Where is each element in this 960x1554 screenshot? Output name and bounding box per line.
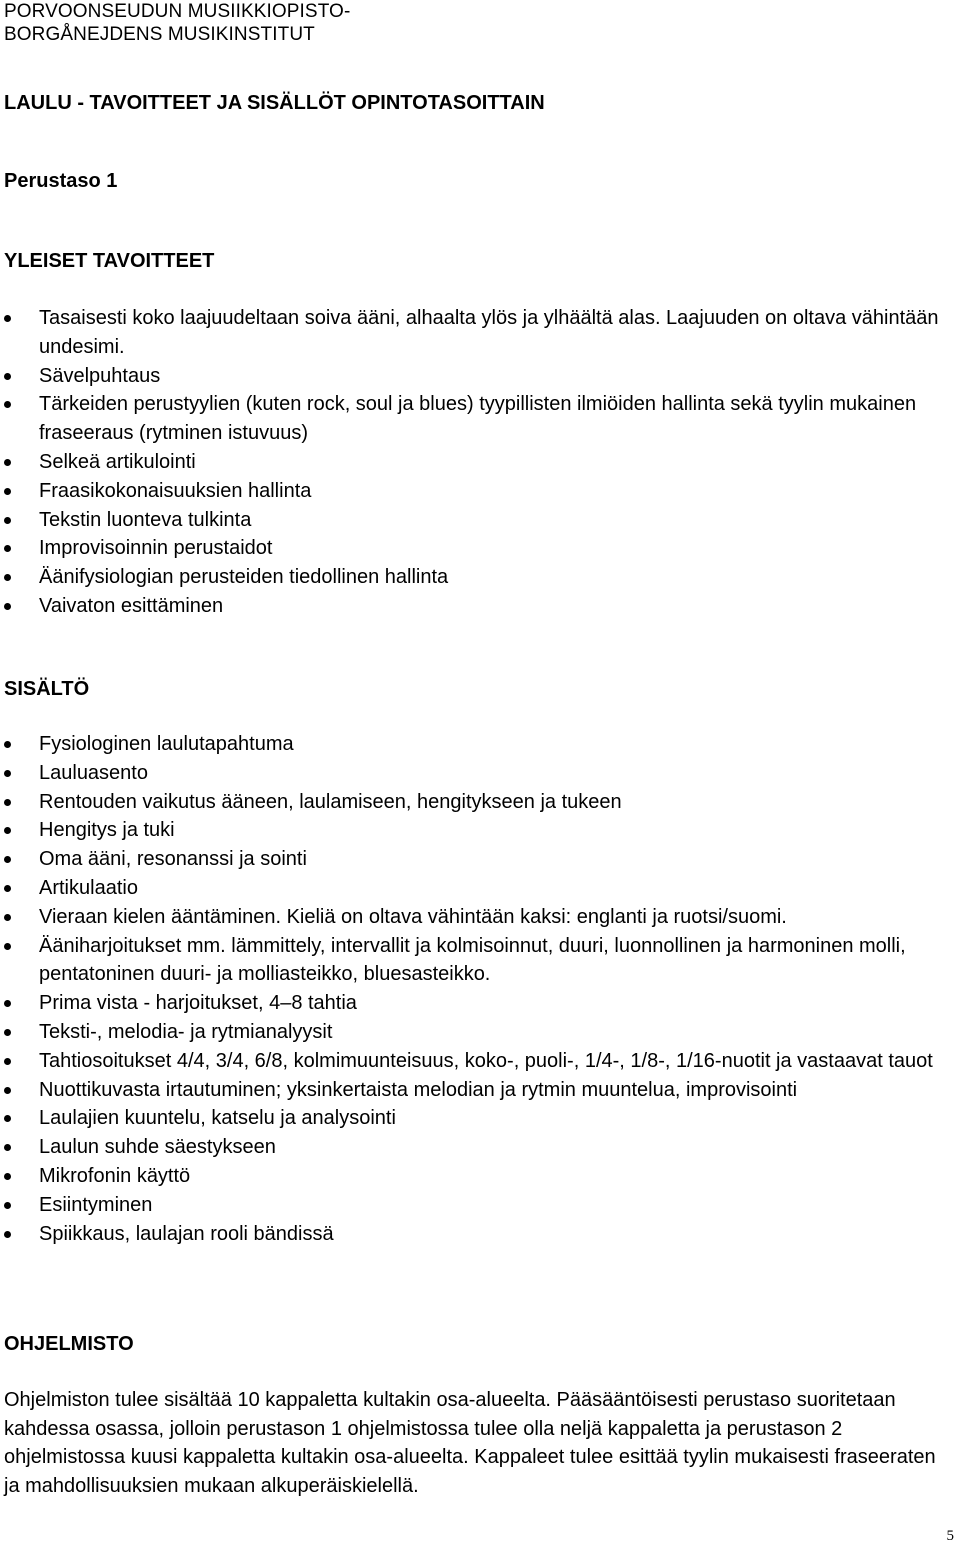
- header-line-2: BORGÅNEJDENS MUSIKINSTITUT: [4, 24, 315, 45]
- list-item: [0, 845, 956, 874]
- bullet-icon: [4, 1231, 11, 1238]
- bullet-icon: [4, 545, 11, 552]
- document-header: [4, 0, 350, 46]
- list-item-text: Ääniharjoitukset mm. lämmittely, intervallit ja kolmisoinnut, duuri, luonnollinen ja harmoninen molli, pentatoninen duuri- ja molliasteikko, bluesasteikko.: [39, 934, 906, 986]
- bullet-icon: [4, 914, 11, 921]
- list-item-text: Fraasikokonaisuuksien hallinta: [39, 479, 312, 502]
- list-item: [0, 1076, 956, 1105]
- list-item-text: Vaivaton esittäminen: [39, 594, 224, 617]
- list-item-text: Mikrofonin käyttö: [39, 1164, 191, 1187]
- bullet-icon: [4, 401, 11, 408]
- list-item-text: Fysiologinen laulutapahtuma: [39, 733, 294, 755]
- list-item: [0, 932, 956, 990]
- list-item: [0, 1047, 956, 1076]
- list-item-text: Artikulaatio: [39, 876, 138, 899]
- bullet-icon: [4, 1058, 11, 1065]
- list-item: [0, 448, 956, 477]
- bullet-icon: [4, 574, 11, 581]
- list-item-text: Teksti-, melodia- ja rytmianalyysit: [39, 1020, 333, 1043]
- bullet-icon: [4, 1202, 11, 1209]
- repertoire-paragraph: Ohjelmiston tulee sisältää 10 kappaletta kultakin osa-alueelta. Pääsääntöisesti perustaso suoritetaan kahdessa osassa, jolloin perustason 1 ohjelmistossa tulee olla neljä kappaletta ja perustason 2 ohjelmistossa kuusi kappaletta kultakin osa-alueelta. Kappaleet tulee esittää tyylin mukaisesti fraseeraten ja mahdollisuuksien mukaan alkuperäiskielellä.: [4, 1389, 936, 1497]
- list-item-text: Improvisoinnin perustaidot: [39, 537, 273, 560]
- list-item: [0, 1104, 956, 1133]
- list-item-text: Hengitys ja tuki: [39, 819, 175, 842]
- list-item: [0, 390, 956, 448]
- repertoire-heading: OHJELMISTO: [4, 1333, 134, 1355]
- list-item-text: Tasaisesti koko laajuudeltaan soiva ääni, alhaalta ylös ja ylhäältä alas. Laajuuden on oltava vähintään undesimi.: [39, 307, 939, 358]
- list-item: [0, 563, 956, 592]
- list-item-text: Äänifysiologian perusteiden tiedollinen hallinta: [39, 566, 449, 589]
- bullet-icon: [4, 459, 11, 466]
- list-item-text: Sävelpuhtaus: [39, 364, 161, 387]
- bullet-icon: [4, 488, 11, 495]
- header-line-1: PORVOONSEUDUN MUSIIKKIOPISTO-: [4, 1, 351, 22]
- list-item-text: Nuottikuvasta irtautuminen; yksinkertaista melodian ja rytmin muuntelua, improvisointi: [39, 1078, 798, 1101]
- list-item-text: Oma ääni, resonanssi ja sointi: [39, 848, 307, 871]
- bullet-icon: [4, 1115, 11, 1122]
- bullet-icon: [4, 373, 11, 380]
- list-item: [0, 989, 956, 1018]
- bullet-icon: [4, 1029, 11, 1036]
- list-item: [0, 788, 956, 817]
- list-item: [0, 816, 956, 845]
- bullet-icon: [4, 517, 11, 524]
- bullet-icon: [4, 799, 11, 806]
- list-item: [0, 1191, 956, 1220]
- level-heading: Perustaso 1: [4, 170, 118, 192]
- bullet-icon: [4, 315, 11, 322]
- list-item: [0, 1018, 956, 1047]
- list-item: [0, 477, 956, 506]
- bullet-icon: [4, 741, 11, 748]
- list-item: [0, 874, 956, 903]
- list-item: [0, 592, 956, 621]
- list-item: [0, 506, 956, 535]
- goals-heading: YLEISET TAVOITTEET: [4, 250, 215, 272]
- list-item-text: Tärkeiden perustyylien (kuten rock, soul ja blues) tyypillisten ilmiöiden hallinta sekä tyylin mukainen fraseeraus (rytminen istuvuus): [39, 393, 917, 445]
- list-item-text: Prima vista - harjoitukset, 4–8 tahtia: [39, 992, 357, 1015]
- list-item-text: Lauluasento: [39, 761, 148, 784]
- bullet-icon: [4, 1000, 11, 1007]
- bullet-icon: [4, 856, 11, 863]
- bullet-icon: [4, 1173, 11, 1180]
- content-heading: SISÄLTÖ: [4, 678, 90, 700]
- bullet-icon: [4, 885, 11, 892]
- list-item-text: Laulun suhde säestykseen: [39, 1136, 276, 1159]
- list-item: [0, 730, 956, 759]
- list-item: [0, 1133, 956, 1162]
- list-item-text: Spiikkaus, laulajan rooli bändissä: [39, 1222, 334, 1245]
- list-item-text: Tekstin luonteva tulkinta: [39, 508, 252, 531]
- bullet-icon: [4, 1144, 11, 1151]
- list-item-text: Selkeä artikulointi: [39, 450, 196, 473]
- list-item: [0, 1162, 956, 1191]
- list-item: [0, 903, 956, 932]
- bullet-icon: [4, 943, 11, 950]
- list-item: [0, 1220, 956, 1249]
- bullet-icon: [4, 1087, 11, 1094]
- page-number: 5: [946, 1528, 954, 1544]
- bullet-icon: [4, 603, 11, 610]
- bullet-icon: [4, 827, 11, 834]
- list-item-text: Laulajien kuuntelu, katselu ja analysointi: [39, 1107, 396, 1130]
- list-item: [0, 304, 956, 362]
- content-list: [0, 730, 956, 1248]
- list-item: [0, 759, 956, 788]
- bullet-icon: [4, 770, 11, 777]
- list-item-text: Esiintyminen: [39, 1193, 153, 1216]
- goals-list: [0, 304, 956, 621]
- list-item: [0, 534, 956, 563]
- document-title: LAULU - TAVOITTEET JA SISÄLLÖT OPINTOTASOITTAIN: [4, 92, 545, 114]
- list-item-text: Rentouden vaikutus ääneen, laulamiseen, hengitykseen ja tukeen: [39, 790, 622, 813]
- list-item-text: Vieraan kielen ääntäminen. Kieliä on oltava vähintään kaksi: englanti ja ruotsi/suomi.: [39, 905, 787, 928]
- list-item: [0, 362, 956, 391]
- list-item-text: Tahtiosoitukset 4/4, 3/4, 6/8, kolmimuunteisuus, koko-, puoli-, 1/4-, 1/8-, 1/16-nuotit ja vastaavat tauot: [39, 1049, 933, 1072]
